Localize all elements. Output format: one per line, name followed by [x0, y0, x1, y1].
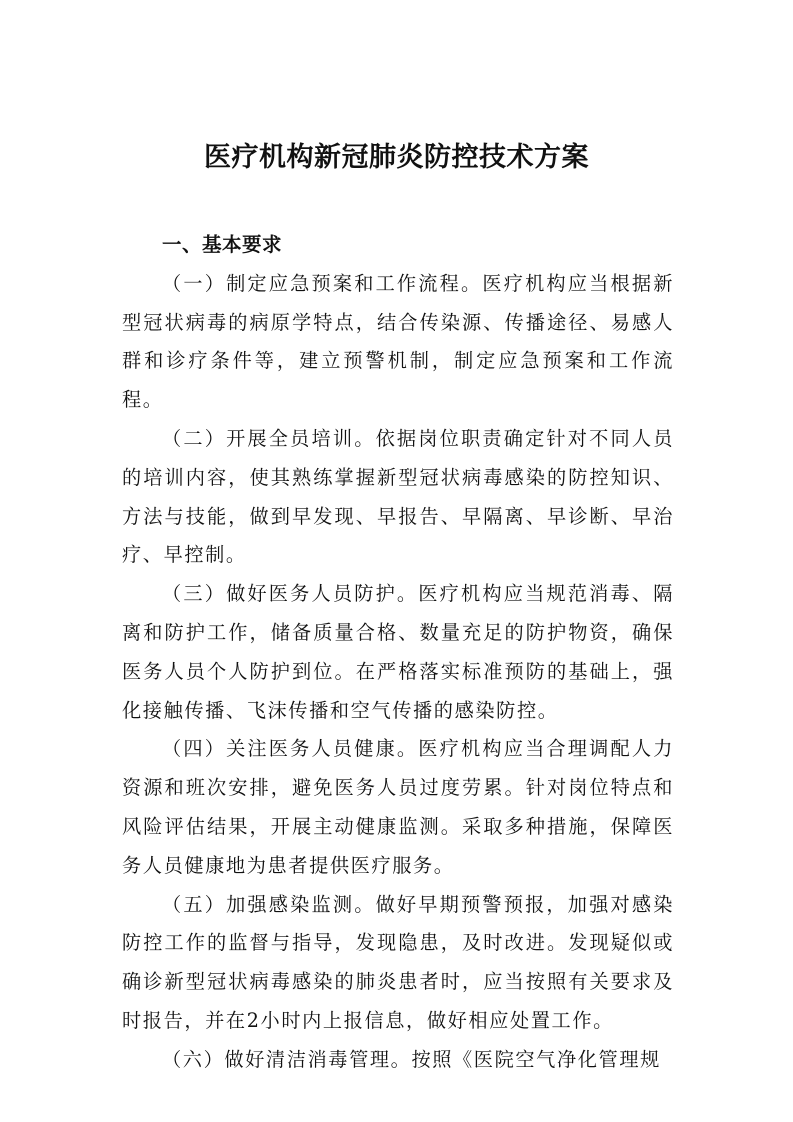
document-title: 医疗机构新冠肺炎防控技术方案 — [204, 142, 589, 173]
paragraph-2: （二）开展全员培训。依据岗位职责确定针对不同人员的培训内容，使其熟练掌握新型冠状病毒感染的防控知识、方法与技能，做到早发现、早报告、早隔离、早诊断、早治疗、早控制。 — [122, 426, 674, 567]
paragraph-3: （三）做好医务人员防护。医疗机构应当规范消毒、隔离和防护工作，储备质量合格、数量充足的防护物资，确保医务人员个人防护到位。在严格落实标准预防的基础上，强化接触传播、飞沫传播和空气传播的感染防控。 — [122, 582, 674, 722]
paragraph-6: （六）做好清洁消毒管理。按照《医院空气净化管理规 — [162, 1047, 661, 1071]
paragraph-5: （五）加强感染监测。做好早期预警预报，加强对感染防控工作的监督与指导，发现隐患，及时改进。发现疑似或确诊新型冠状病毒感染的肺炎患者时，应当按照有关要求及时报告，并在2小时内上报信息，做好相应处置工作。 — [122, 892, 674, 1032]
paragraph-1: （一）制定应急预案和工作流程。医疗机构应当根据新型冠状病毒的病原学特点，结合传染源、传播途径、易感人群和诊疗条件等，建立预警机制，制定应急预案和工作流程。 — [122, 271, 674, 412]
document-body — [122, 226, 674, 1080]
paragraph-4: （四）关注医务人员健康。医疗机构应当合理调配人力资源和班次安排，避免医务人员过度劳累。针对岗位特点和风险评估结果，开展主动健康监测。采取多种措施，保障医务人员健康地为患者提供医疗服务。 — [122, 737, 674, 877]
section-heading: 一、基本要求 — [162, 233, 283, 256]
